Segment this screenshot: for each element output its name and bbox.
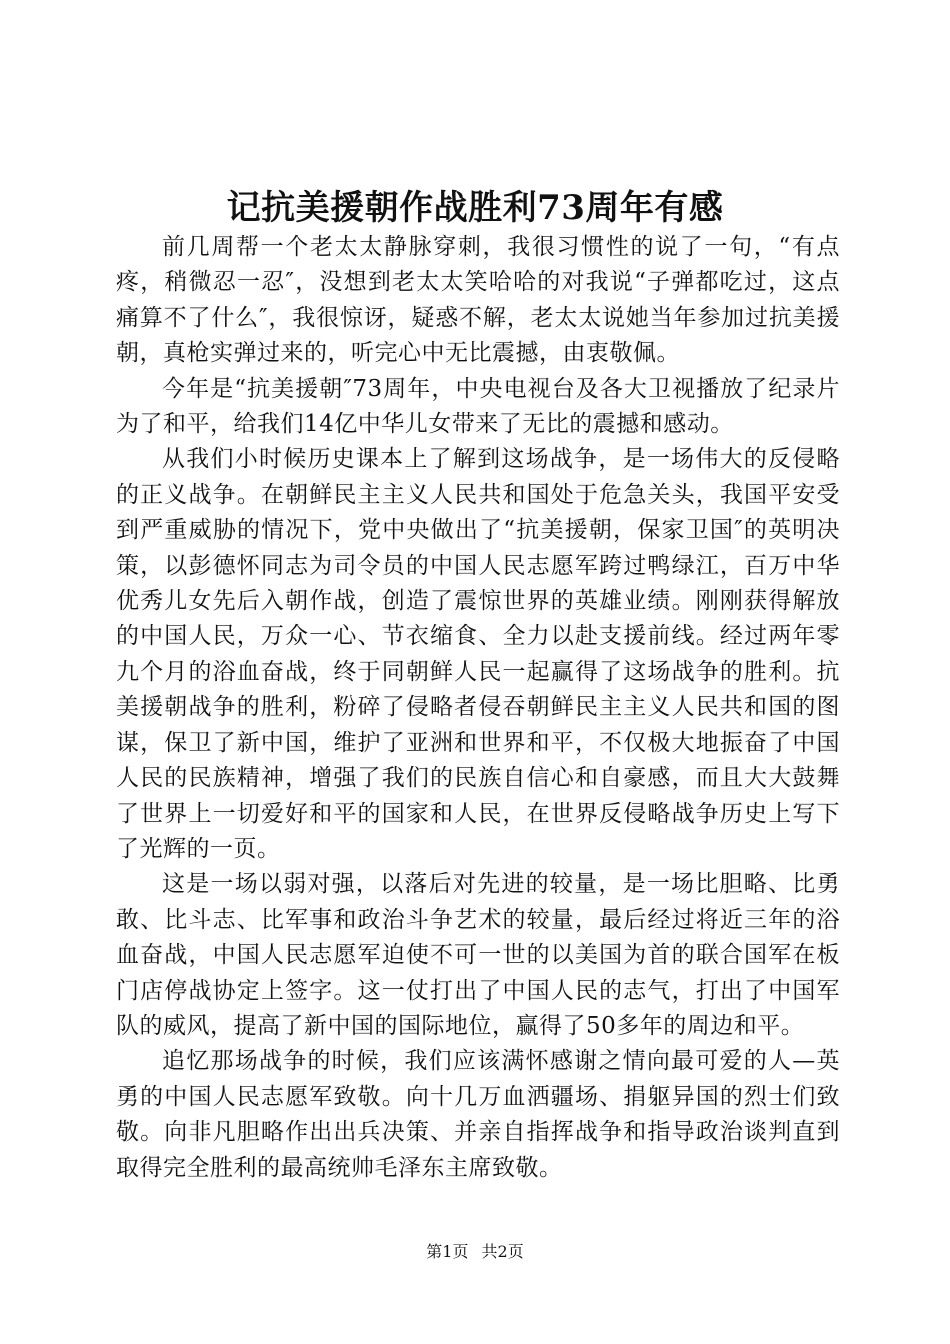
- page-number-total: 共2页: [481, 1242, 524, 1261]
- paragraph-2: 今年是“抗美援朝″73周年，中央电视台及各大卫视播放了纪录片为了和平，给我们14亿中华儿女带来了无比的震撼和感动。: [116, 375, 840, 438]
- page-footer: [0, 1240, 950, 1264]
- page-title: 记抗美援朝作战胜利73周年有感: [226, 188, 724, 228]
- paragraph-5: 追忆那场战争的时候，我们应该满怀感谢之情向最可爱的人—英勇的中国人民志愿军致敬。向十几万血洒疆场、捐躯异国的烈士们致敬。向非凡胆略作出出兵决策、并亲自指挥战争和指导政治谈判直到取得完全胜利的最高统帅毛泽东主席致敬。: [116, 1048, 840, 1181]
- page-number-current: 第1页: [426, 1242, 469, 1261]
- paragraph-3: 从我们小时候历史课本上了解到这场战争，是一场伟大的反侵略的正义战争。在朝鲜民主主义人民共和国处于危急关头，我国平安受到严重威胁的情况下，党中央做出了“抗美援朝，保家卫国″的英明决策，以彭德怀同志为司令员的中国人民志愿军跨过鸭绿江，百万中华优秀儿女先后入朝作战，创造了震惊世界的英雄业绩。刚刚获得解放的中国人民，万众一心、节衣缩食、全力以赴支援前线。经过两年零九个月的浴血奋战，终于同朝鲜人民一起赢得了这场战争的胜利。抗美援朝战争的胜利，粉碎了侵略者侵吞朝鲜民主主义人民共和国的图谋，保卫了新中国，维护了亚洲和世界和平，不仅极大地振奋了中国人民的民族精神，增强了我们的民族自信心和自豪感，而且大大鼓舞了世界上一切爱好和平的国家和人民，在世界反侵略战争历史上写下了光辉的一页。: [116, 446, 840, 862]
- paragraph-4: 这是一场以弱对强，以落后对先进的较量，是一场比胆略、比勇敢、比斗志、比军事和政治斗争艺术的较量，最后经过将近三年的浴血奋战，中国人民志愿军迫使不可一世的以美国为首的联合国军在板门店停战协定上签字。这一仗打出了中国人民的志气，打出了中国军队的威风，提高了新中国的国际地位，赢得了50多年的周边和平。: [116, 871, 840, 1039]
- paragraph-1: 前几周帮一个老太太静脉穿刺，我很习惯性的说了一句，“有点疼，稍微忍一忍″，没想到老太太笑哈哈的对我说“子弹都吃过，这点痛算不了什么″，我很惊讶，疑惑不解，老太太说她当年参加过抗美援朝，真枪实弹过来的，听完心中无比震撼，由衷敬佩。: [116, 234, 840, 367]
- document-body: [116, 230, 840, 1186]
